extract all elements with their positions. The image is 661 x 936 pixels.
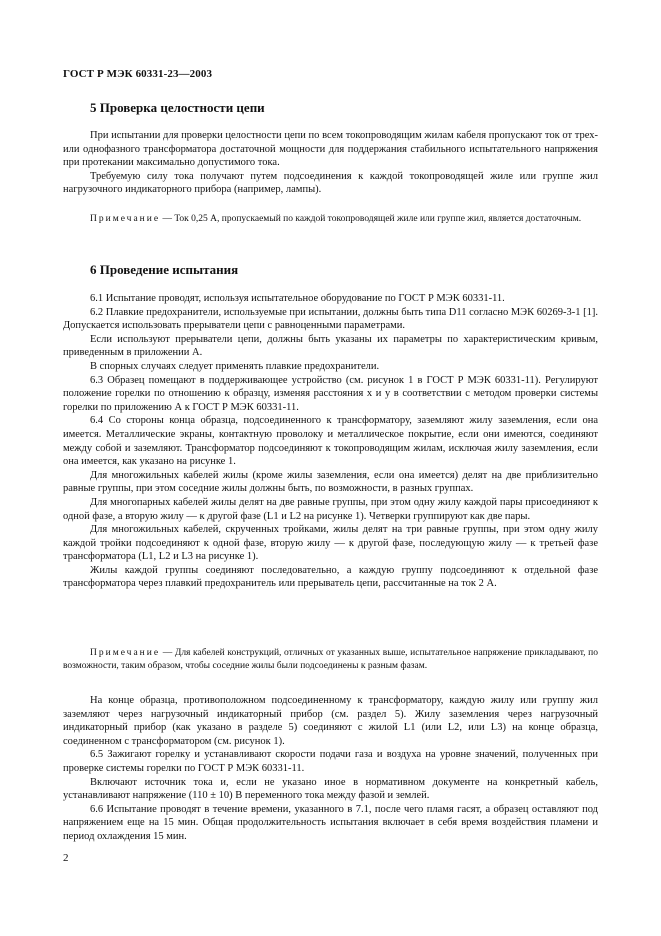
paragraph: 6.5 Зажигают горелку и устанавливают скорости подачи газа и воздуха на уровне значений, полученных при проверке системы горелки по ГОСТ Р МЭК 60331-11. [63, 749, 598, 774]
paragraph: Для многопарных кабелей жилы делят на две равные группы, при этом одну жилу каждой пары присоединяют к одной фазе, а вторую жилу — к другой фазе (L1 и L2 на рисунке 1). Четверки группируют как две пары. [63, 496, 598, 522]
section-6-body-b [63, 694, 598, 844]
note-label: Примечание [90, 648, 161, 658]
section-6-note [63, 647, 598, 672]
section-5-note [63, 213, 598, 226]
paragraph: На конце образца, противоположном подсоединенному к трансформатору, каждую жилу или группу жил заземляют через нагрузочный индикаторный прибор (см. раздел 5). Жилу заземления через нагрузочный индикаторный прибор (как указано в разделе 5) соединяют с жилой L1 (или L2, или L3) на конце образца, соединенном с трансформатором (см. рисунок 1). [63, 695, 598, 747]
document-header: ГОСТ Р МЭК 60331-23—2003 [63, 68, 213, 80]
paragraph: Требуемую силу тока получают путем подсоединения к каждой токопроводящей жиле или группе жил нагрузочного индикаторного прибора (например, лампы). [63, 170, 598, 196]
note-text: — Для кабелей конструкций, отличных от указанных выше, испытательное напряжение прикладывают, по возможности, таким образом, чтобы соседние жилы были подсоединены к разным фазам. [63, 648, 598, 671]
paragraph: Для многожильных кабелей, скрученных тройками, жилы делят на три равные группы, при этом одну жилу каждой тройки подсоединяют к одной фазе, вторую жилу — к другой фазе, последующую жилу — к третьей фазе трансформатора (L1, L2 и L3 на рисунке 1). [63, 524, 598, 563]
paragraph: 6.2 Плавкие предохранители, используемые при испытании, должны быть типа D11 согласно МЭК 60269-3-1 [1]. Допускается использовать прерыватели цепи с равноценными параметрами. [63, 306, 598, 332]
paragraph: При испытании для проверки целостности цепи по всем токопроводящим жилам кабеля пропускают ток от трех- или однофазного трансформатора достаточной мощности для поддержания стабильного испытательного напряжения при протекании максимально допустимого тока. [63, 130, 598, 169]
paragraph: 6.1 Испытание проводят, используя испытательное оборудование по ГОСТ Р МЭК 60331-11. [90, 293, 505, 304]
paragraph: Жилы каждой группы соединяют последовательно, а каждую группу подсоединяют к отдельной фазе трансформатора через плавкий предохранитель или прерыватель цепи, рассчитанные на ток 2 А. [63, 564, 598, 590]
paragraph: Для многожильных кабелей жилы (кроме жилы заземления, если она имеется) делят на две приблизительно равные группы, при этом соседние жилы должны быть, по возможности, в разных группах. [63, 469, 598, 495]
note-text: — Ток 0,25 А, пропускаемый по каждой токопроводящей жиле или группе жил, является достаточным. [160, 214, 582, 224]
paragraph: В спорных случаях следует применять плавкие предохранители. [90, 360, 380, 372]
paragraph: Включают источник тока и, если не указано иное в нормативном документе на конкретный кабель, устанавливают напряжение (110 ± 10) В переменного тока между фазой и землей. [63, 776, 598, 802]
paragraph: 6.4 Со стороны конца образца, подсоединенного к трансформатору, заземляют жилу заземления, если она имеется. Металлические экраны, контактную проволоку и металлическое покрытие, если они имеются, соединяют между собой и заземляют. Трансформатор подсоединяют к токопроводящим жилам, исключая жилу заземления, если она имеется, как указано на рисунке 1. [63, 415, 598, 468]
section-5-title: 5 Проверка целостности цепи [90, 100, 265, 115]
paragraph: 6.3 Образец помещают в поддерживающее устройство (см. рисунок 1 в ГОСТ Р МЭК 60331-11). Регулируют положение горелки по отношению к образцу, изменяя расстояния x и y в соответствии с методом проверки системы горелки по приложению А к ГОСТ Р МЭК 60331-11. [63, 374, 598, 413]
section-6-body-a [63, 292, 598, 591]
section-6-title: 6 Проведение испытания [90, 262, 239, 277]
section-5-body [63, 129, 598, 197]
note-label: Примечание [90, 214, 161, 224]
page-number: 2 [63, 852, 69, 864]
paragraph: Если используют прерыватели цепи, должны быть указаны их параметры по характеристическим кривым, приведенным в приложении А. [63, 333, 598, 359]
paragraph: 6.6 Испытание проводят в течение времени, указанного в 7.1, после чего пламя гасят, а образец оставляют под напряжением еще на 15 мин. Общая продолжительность испытания включает в себя время воздействия пламени и период охлаждения 15 мин. [63, 803, 598, 842]
